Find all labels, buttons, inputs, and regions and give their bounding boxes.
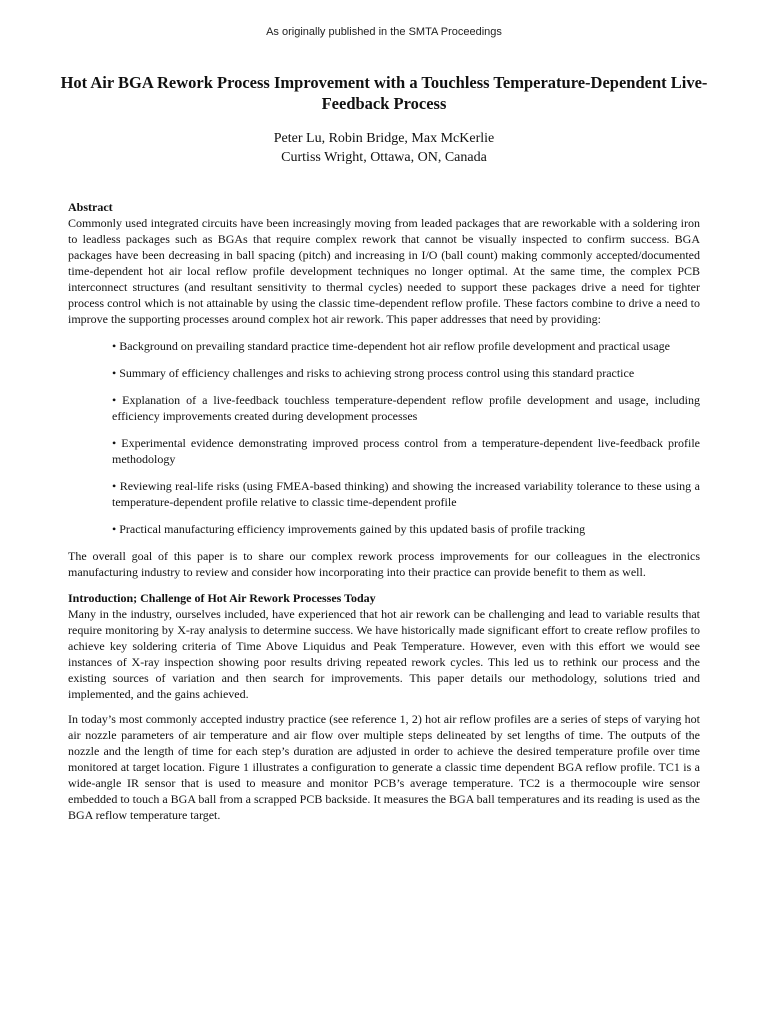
abstract-bullet: • Reviewing real-life risks (using FMEA-based thinking) and showing the increased variability tolerance to these using a temperature-dependent profile relative to classic time-dependent profile: [112, 479, 700, 509]
abstract-bullet: • Summary of efficiency challenges and risks to achieving strong process control using this standard practice: [112, 366, 635, 380]
author-block: [0, 129, 768, 167]
abstract-bullet: • Practical manufacturing efficiency improvements gained by this updated basis of profile tracking: [112, 522, 586, 536]
introduction-paragraph-2: In today’s most commonly accepted industry practice (see reference 1, 2) hot air reflow profiles are a series of steps of varying hot air nozzle parameters of air temperature and air flow over multiple steps delineated by set lengths of time. The outputs of the nozzle and the length of time for each step’s duration are adjusted in order to achieve the desired temperature profile over time monitored at target location. Figure 1 illustrates a configuration to generate a classic time dependent BGA reflow profile. TC1 is a wide-angle IR sensor that is used to measure and monitor PCB’s average temperature. TC2 is a thermocouple wire sensor embedded to touch a BGA ball from a scrapped PCB backside. It measures the BGA ball temperatures and its reading is used as the BGA reflow temperature target.: [68, 712, 700, 822]
introduction-heading: Introduction; Challenge of Hot Air Rework Processes Today: [68, 591, 376, 605]
abstract-closing: The overall goal of this paper is to share our complex rework process improvements for our colleagues in the electronics manufacturing industry to review and consider how incorporating into their practice can provide benefit to them as well.: [68, 549, 700, 579]
abstract-bullet: • Explanation of a live-feedback touchless temperature-dependent reflow profile development and usage, including efficiency improvements created during development processes: [112, 393, 700, 423]
abstract-bullet: • Background on prevailing standard practice time-dependent hot air reflow profile development and practical usage: [112, 339, 670, 353]
paper-title: Hot Air BGA Rework Process Improvement with a Touchless Temperature-Dependent Live-Feedback Process: [60, 73, 708, 113]
publication-note: As originally published in the SMTA Proceedings: [266, 26, 502, 38]
abstract-bullet-list: [112, 338, 700, 537]
paper-body: [68, 199, 700, 823]
abstract-bullet: • Experimental evidence demonstrating improved process control from a temperature-dependent live-feedback profile methodology: [112, 436, 700, 466]
abstract-intro: Commonly used integrated circuits have been increasingly moving from leaded packages that are reworkable with a soldering iron to leadless packages such as BGAs that require complex rework that cannot be visually inspected to confirm success. BGA packages have been decreasing in ball spacing (pitch) and increasing in I/O (ball count) making commonly accepted/documented time-dependent hot air local reflow profile development techniques no longer optimal. At the same time, the complex PCB interconnect structures (and resultant sensitivity to thermal cycles) needed to support these packages drive a need for tighter process control which is not attainable by using the classic time-dependent reflow profile. These factors combine to drive a need to improve the supporting processes around complex hot air rework. This paper addresses that need by providing:: [68, 216, 700, 326]
author-affiliation: Curtiss Wright, Ottawa, ON, Canada: [281, 150, 487, 165]
author-names: Peter Lu, Robin Bridge, Max McKerlie: [273, 131, 495, 146]
introduction-paragraph-1: Many in the industry, ourselves included, have experienced that hot air rework can be challenging and lead to variable results that require monitoring by X-ray analysis to determine success. We have historically made significant effort to create reflow profiles to achieve key soldering criteria of Time Above Liquidus and Peak Temperature. However, even with this effort we would see instances of X-ray inspection showing poor results driving repeated rework cycles. This led us to rethink our process and the existing sources of variation and then search for improvements. This paper details our methodology, solutions tried and implemented, and the gains achieved.: [68, 607, 700, 701]
abstract-heading: Abstract: [68, 200, 113, 214]
